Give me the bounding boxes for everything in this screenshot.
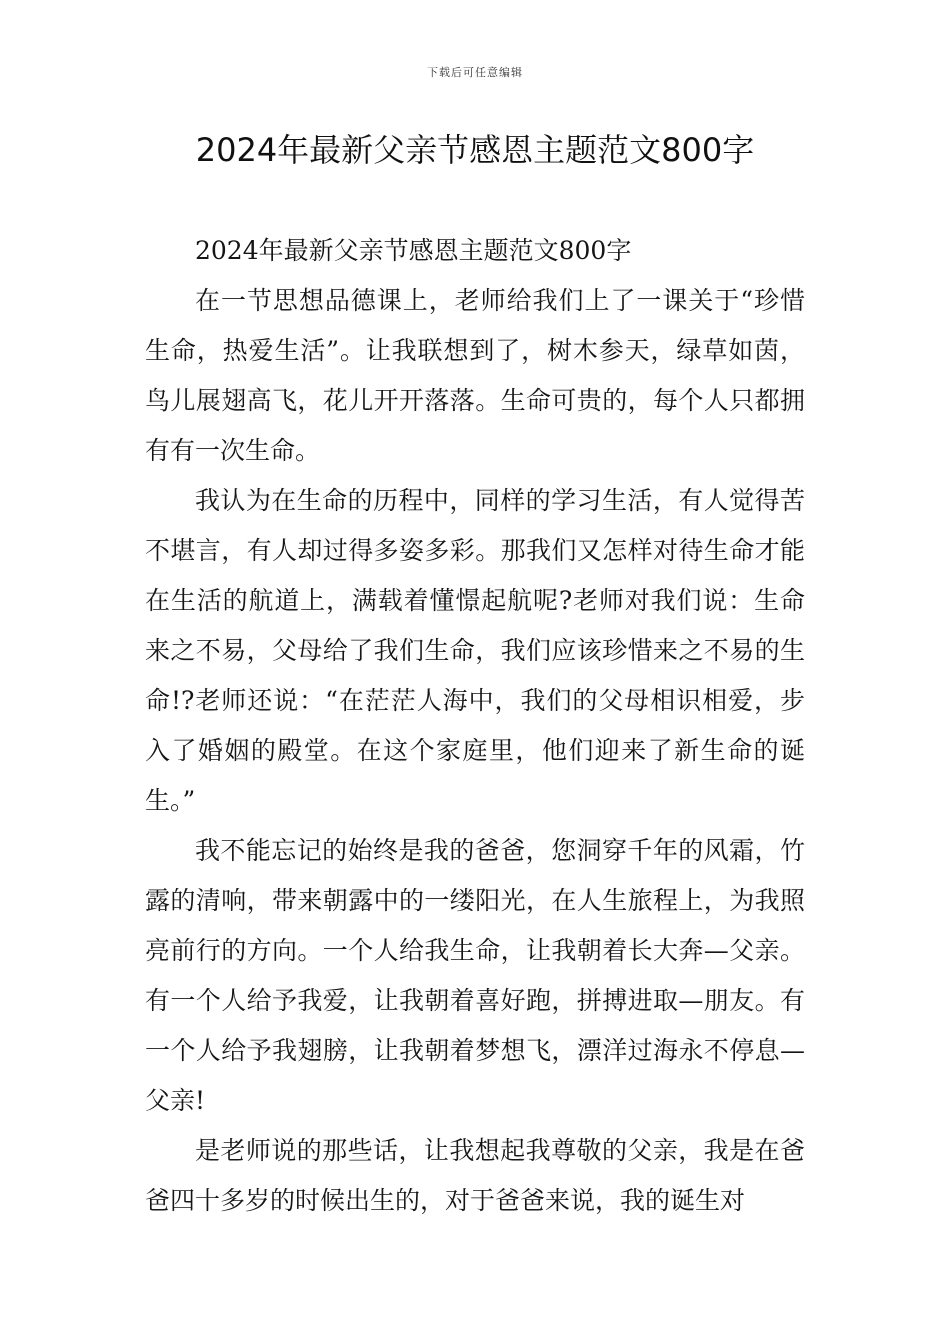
paragraph: 在一节思想品德课上，老师给我们上了一课关于“珍惜生命，热爱生活”。让我联想到了，树木参天，绿草如茵，鸟儿展翅高飞，花儿开开落落。生命可贵的，每个人只都拥有有一次生命。 [145, 286, 805, 465]
paragraph-subtitle: 2024年最新父亲节感恩主题范文800字 [195, 236, 632, 265]
document-body [145, 226, 805, 1226]
paragraph: 我认为在生命的历程中，同样的学习生活，有人觉得苦不堪言，有人却过得多姿多彩。那我们又怎样对待生命才能在生活的航道上，满载着懂憬起航呢?老师对我们说：生命来之不易，父母给了我们生命，我们应该珍惜来之不易的生命!?老师还说：“在茫茫人海中，我们的父母相识相爱，步入了婚姻的殿堂。在这个家庭里，他们迎来了新生命的诞生。” [145, 486, 805, 815]
document-title: 2024年最新父亲节感恩主题范文800字 [195, 131, 755, 169]
header-note: 下载后可任意编辑 [427, 66, 523, 79]
paragraph: 我不能忘记的始终是我的爸爸，您洞穿千年的风霜，竹露的清响，带来朝露中的一缕阳光，在人生旅程上，为我照亮前行的方向。一个人给我生命，让我朝着长大奔—父亲。有一个人给予我爱，让我朝着喜好跑，拼搏进取—朋友。有一个人给予我翅膀，让我朝着梦想飞，漂洋过海永不停息—父亲! [145, 836, 805, 1115]
paragraph: 是老师说的那些话，让我想起我尊敬的父亲，我是在爸爸四十多岁的时候出生的，对于爸爸来说，我的诞生对 [145, 1136, 805, 1215]
